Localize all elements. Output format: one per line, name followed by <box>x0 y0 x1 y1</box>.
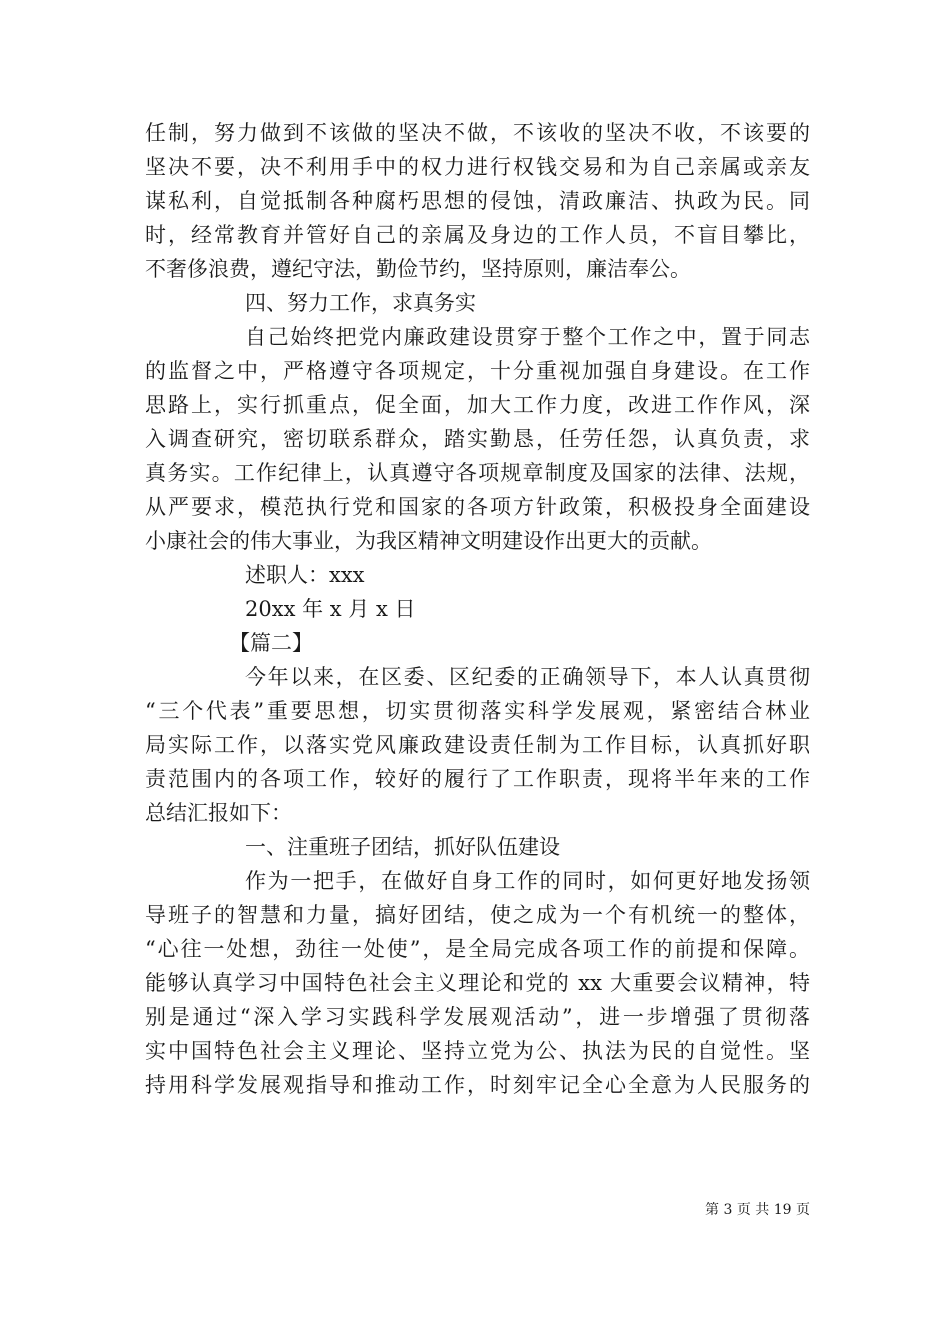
text-line: 别是通过“深入学习实践科学发展观活动”，进一步增强了贯彻落 <box>145 1005 810 1029</box>
text-line: 谋私利，自觉抵制各种腐朽思想的侵蚀，清政廉洁、执政为民。同 <box>145 189 810 213</box>
section-heading: 四、努力工作，求真务实 <box>245 291 476 315</box>
text-line: “心往一处想，劲往一处使”，是全局完成各项工作的前提和保障。 <box>145 937 810 961</box>
text-line: 思路上，实行抓重点，促全面，加大工作力度，改进工作作风，深 <box>145 393 810 417</box>
page-number: 第 3 页 共 19 页 <box>705 1202 810 1218</box>
text-line: 任制，努力做到不该做的坚决不做，不该收的坚决不收，不该要的 <box>145 121 810 145</box>
text-line: 实中国特色社会主义理论、坚持立党为公、执法为民的自觉性。坚 <box>145 1039 810 1063</box>
text-line: 小康社会的伟大事业，为我区精神文明建设作出更大的贡献。 <box>145 529 712 553</box>
text-line: 坚决不要，决不利用手中的权力进行权钱交易和为自己亲属或亲友 <box>145 155 810 179</box>
paragraph-first-line: 今年以来，在区委、区纪委的正确领导下，本人认真贯彻 <box>245 665 810 689</box>
text-line: 局实际工作，以落实党风廉政建设责任制为工作目标，认真抓好职 <box>145 733 810 757</box>
text-line: 持用科学发展观指导和推动工作，时刻牢记全心全意为人民服务的 <box>145 1073 810 1097</box>
text-line: 的监督之中，严格遵守各项规定，十分重视加强自身建设。在工作 <box>145 359 810 383</box>
text-line: 时，经常教育并管好自己的亲属及身边的工作人员，不盲目攀比， <box>145 223 810 247</box>
part-heading: 【篇二】 <box>229 631 313 655</box>
text-line: 入调查研究，密切联系群众，踏实勤恳，任劳任怨，认真负责，求 <box>145 427 810 451</box>
date-line: 20xx 年 x 月 x 日 <box>245 597 416 621</box>
section-heading: 一、注重班子团结，抓好队伍建设 <box>245 835 560 859</box>
text-line: 总结汇报如下： <box>145 801 292 825</box>
text-line: 导班子的智慧和力量，搞好团结，使之成为一个有机统一的整体， <box>145 903 810 927</box>
paragraph-first-line: 自己始终把党内廉政建设贯穿于整个工作之中，置于同志 <box>245 325 810 349</box>
text-line: 能够认真学习中国特色社会主义理论和党的 xx 大重要会议精神，特 <box>145 971 810 995</box>
text-line: 真务实。工作纪律上，认真遵守各项规章制度及国家的法律、法规， <box>145 461 810 485</box>
signature-line: 述职人：xxx <box>245 563 365 587</box>
text-line: 责范围内的各项工作，较好的履行了工作职责，现将半年来的工作 <box>145 767 810 791</box>
text-line: “三个代表”重要思想，切实贯彻落实科学发展观，紧密结合林业 <box>145 699 810 723</box>
paragraph-first-line: 作为一把手，在做好自身工作的同时，如何更好地发扬领 <box>245 869 810 893</box>
text-line: 从严要求，模范执行党和国家的各项方针政策，积极投身全面建设 <box>145 495 810 519</box>
text-line: 不奢侈浪费，遵纪守法，勤俭节约，坚持原则，廉洁奉公。 <box>145 257 691 281</box>
document-body <box>145 116 810 1102</box>
